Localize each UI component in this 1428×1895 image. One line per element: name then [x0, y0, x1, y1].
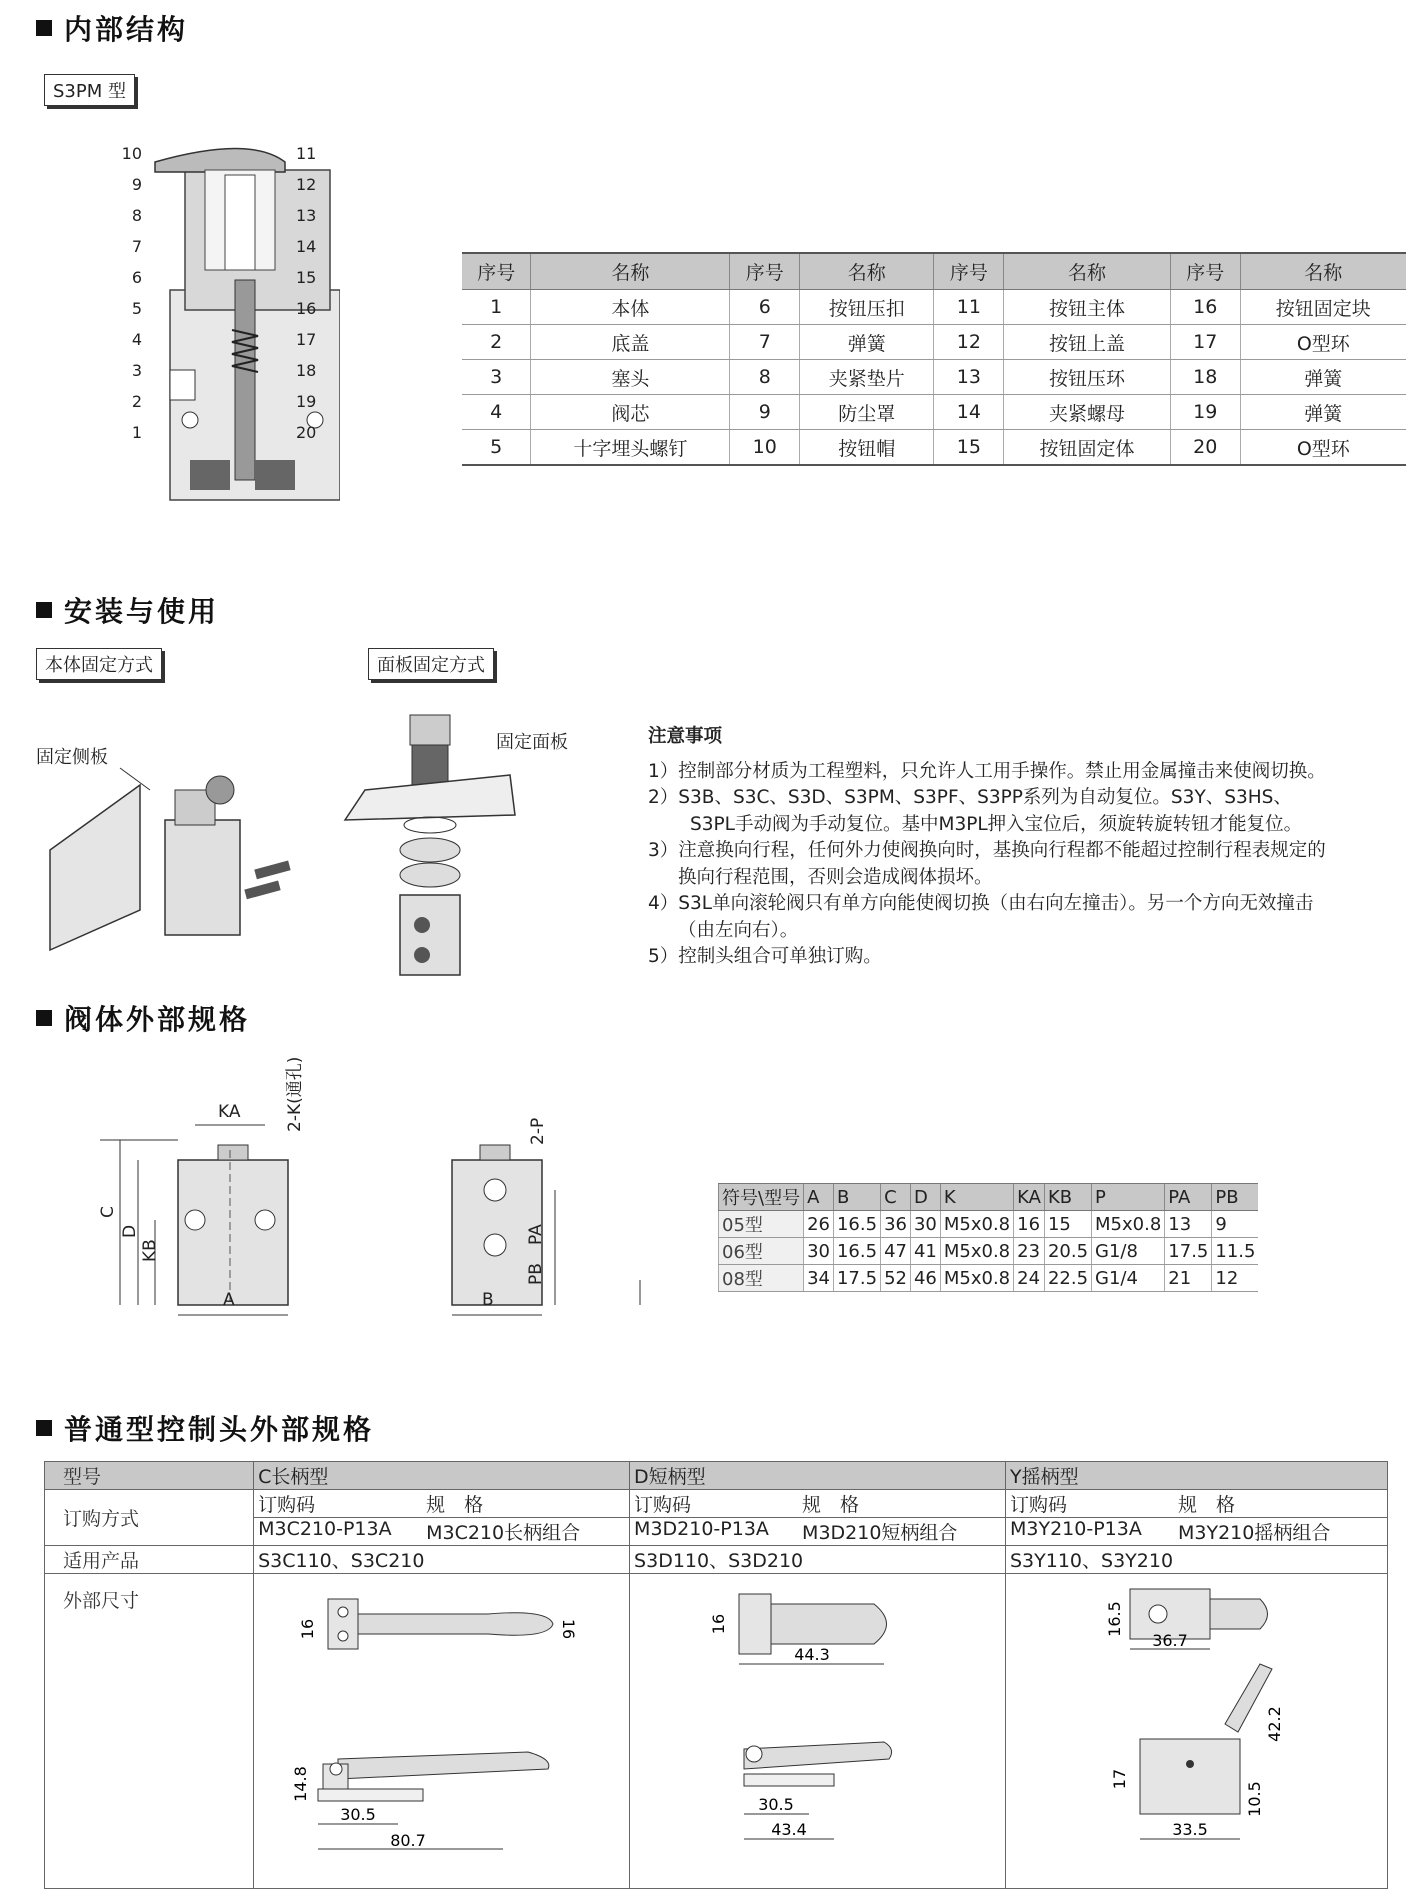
dimensions-table-cell: 47: [881, 1238, 911, 1265]
dimensions-table: [718, 1183, 1258, 1292]
d-dim-bot-w1: 30.5: [758, 1795, 794, 1814]
parts-table-cell: 按钮压扣: [800, 290, 934, 325]
y-type-drawing-cell: [1006, 1574, 1388, 1889]
dim-ka: KA: [218, 1102, 241, 1122]
dimensions-table-cell: 24: [1014, 1265, 1045, 1292]
dim-pb: PB: [526, 1263, 546, 1285]
section-internal-structure-title: 内部结构: [36, 8, 188, 48]
model-tag: S3PM 型: [44, 74, 135, 106]
y-dim-bot-h3: 10.5: [1245, 1781, 1264, 1817]
square-bullet-icon: [36, 1420, 52, 1436]
valve-outline-drawing: [100, 1090, 700, 1330]
dimensions-table-cell: 9: [1212, 1211, 1259, 1238]
parts-table-row: [462, 290, 1406, 325]
y-dim-top-h: 16.5: [1105, 1601, 1124, 1637]
section-valve-spec-title: 阀体外部规格: [36, 998, 250, 1038]
c-dim-top-left: 16: [298, 1618, 318, 1640]
dimensions-table-cell: 23: [1014, 1238, 1045, 1265]
parts-table-cell: 按钮上盖: [1004, 325, 1171, 360]
dimensions-table-cell: 13: [1165, 1211, 1212, 1238]
dimensions-table-cell: 21: [1165, 1265, 1212, 1292]
dimensions-table-cell: 41: [910, 1238, 940, 1265]
parts-table-cell: O型环: [1240, 325, 1406, 360]
dimensions-table-cell: G1/4: [1092, 1265, 1165, 1292]
dim-b: B: [482, 1290, 494, 1310]
dim-a: A: [223, 1290, 235, 1310]
dim-p: 2-P: [528, 1117, 548, 1145]
dimensions-table-cell: 22.5: [1044, 1265, 1091, 1292]
dimensions-table-cell: 16: [1014, 1211, 1045, 1238]
parts-table-cell: 塞头: [531, 360, 730, 395]
body-mount-tag: 本体固定方式: [36, 648, 162, 680]
dimensions-table-cell: 17.5: [833, 1265, 880, 1292]
parts-table-cell: 5: [462, 430, 531, 466]
dimensions-row: 外部尺寸 16 16 14.8 30.5 80.7 16 44.3 30.5 43.4 16.5 36.7 17 42.2 10.5 33.5: [45, 1574, 1388, 1889]
parts-table-cell: 17: [1170, 325, 1240, 360]
dimensions-table-cell: 34: [804, 1265, 834, 1292]
dimensions-table-cell: 30: [804, 1238, 834, 1265]
parts-table-cell: 1: [462, 290, 531, 325]
c-type-drawing: [258, 1574, 618, 1864]
parts-table-row: [462, 360, 1406, 395]
parts-table-cell: 按钮帽: [800, 430, 934, 466]
dimensions-table-cell: 16.5: [833, 1211, 880, 1238]
d-dim-top-w: 44.3: [794, 1645, 830, 1664]
dimensions-table-row: [719, 1238, 1259, 1265]
products-row: 适用产品 S3C110、S3C210 S3D110、S3D210 S3Y110、S3Y210: [45, 1546, 1388, 1574]
parts-table-cell: 弹簧: [1240, 360, 1406, 395]
c-dim-top-right: 16: [559, 1618, 579, 1640]
c-type-drawing-cell: [254, 1574, 630, 1889]
dimensions-table-cell: 52: [881, 1265, 911, 1292]
parts-table-cell: 弹簧: [1240, 395, 1406, 430]
parts-table-cell: 弹簧: [800, 325, 934, 360]
callouts-right: 11 12 13 14 15 16 17 18 19 20: [296, 144, 317, 442]
panel-mount-tag: 面板固定方式: [368, 648, 494, 680]
parts-table-cell: 9: [730, 395, 800, 430]
parts-table-cell: 按钮主体: [1004, 290, 1171, 325]
parts-table-cell: 13: [934, 360, 1004, 395]
dim-kb: KB: [140, 1239, 160, 1262]
parts-table-cell: O型环: [1240, 430, 1406, 466]
y-dim-top-w: 36.7: [1152, 1631, 1188, 1650]
parts-table-header: 序号 名称 序号 名称 序号 名称 序号 名称: [462, 253, 1406, 290]
parts-table-cell: 阀芯: [531, 395, 730, 430]
dimensions-table-cell: 26: [804, 1211, 834, 1238]
parts-table-row: [462, 325, 1406, 360]
y-dim-bot-h: 17: [1110, 1768, 1129, 1790]
dim-pa: PA: [526, 1224, 546, 1245]
parts-table-cell: 10: [730, 430, 800, 466]
panel-mount-drawing: [340, 700, 540, 980]
square-bullet-icon: [36, 1010, 52, 1026]
parts-table-cell: 按钮压环: [1004, 360, 1171, 395]
section-install-title: 安装与使用: [36, 590, 219, 630]
square-bullet-icon: [36, 602, 52, 618]
dim-c: C: [98, 1206, 118, 1218]
dimensions-table-cell: 46: [910, 1265, 940, 1292]
parts-table-row: [462, 395, 1406, 430]
dim-k: 2-K(通孔): [285, 1056, 305, 1132]
y-dim-bot-h2: 42.2: [1265, 1706, 1284, 1742]
dimensions-table-row: [719, 1265, 1259, 1292]
dimensions-table-cell: 05型: [719, 1211, 804, 1238]
parts-table: [462, 252, 1406, 466]
c-dim-bot-w1: 30.5: [340, 1805, 376, 1824]
parts-table-cell: 8: [730, 360, 800, 395]
dimensions-table-cell: M5x0.8: [940, 1211, 1013, 1238]
dimensions-table-cell: 36: [881, 1211, 911, 1238]
parts-table-cell: 本体: [531, 290, 730, 325]
square-bullet-icon: [36, 20, 52, 36]
notes-block: 注意事项 1）控制部分材质为工程塑料，只允许人工用手操作。禁止用金属撞击来使阀切换。 2）S3B、S3C、S3D、S3PM、S3PF、S3PP系列为自动复位。S3Y、S3HS、 S3PL手动阀为手动复位。基中M3PL押入宝位后，须旋转旋转钮才能复位。 3）注意换向行程，任何外力使阀换向时，基换向行程都不能超过控制行程表规定的 换向行程范围，否则会造成阀体损坏。 4）S3L单向滚轮阀只有单方向能使阀切换（由右向左撞击）。另一个方向无效撞击 （由左向右）。 5）控制头组合可单独订购。: [648, 724, 1408, 971]
dimensions-table-cell: 15: [1044, 1211, 1091, 1238]
parts-table-cell: 夹紧螺母: [1004, 395, 1171, 430]
d-dim-top-h: 16: [709, 1613, 729, 1635]
notes-title: 注意事项: [648, 726, 723, 747]
parts-table-cell: 15: [934, 430, 1004, 466]
c-dim-bot-h: 14.8: [291, 1766, 311, 1802]
control-head-header: 型号 C长柄型 D短柄型 Y摇柄型: [45, 1462, 1388, 1490]
control-head-table: [44, 1461, 1388, 1889]
c-dim-bot-w2: 80.7: [390, 1831, 426, 1850]
parts-table-cell: 夹紧垫片: [800, 360, 934, 395]
y-type-drawing: [1010, 1574, 1378, 1864]
parts-table-cell: 6: [730, 290, 800, 325]
dim-d: D: [120, 1224, 140, 1238]
dimensions-table-cell: 12: [1212, 1265, 1259, 1292]
d-dim-bot-w2: 43.4: [771, 1820, 807, 1839]
order-row: 订购方式 订购码 规 格 M3C210-P13A M3C210长柄组合 订购码 规 格 M3D210-P13A M3D210短柄组合 订购码 规 格 M3Y210-P13A M3Y210摇柄组合: [45, 1490, 1388, 1546]
dimensions-table-cell: 11.5: [1212, 1238, 1259, 1265]
parts-table-cell: 16: [1170, 290, 1240, 325]
parts-table-cell: 十字埋头螺钉: [531, 430, 730, 466]
dimensions-table-cell: M5x0.8: [940, 1265, 1013, 1292]
dimensions-table-row: [719, 1211, 1259, 1238]
body-mount-drawing: [40, 760, 320, 960]
parts-table-cell: 防尘罩: [800, 395, 934, 430]
parts-table-cell: 按钮固定块: [1240, 290, 1406, 325]
parts-table-cell: 14: [934, 395, 1004, 430]
callouts-left: 10 9 8 7 6 5 4 3 2 1: [121, 144, 142, 442]
panel-label: 固定面板: [496, 732, 568, 753]
y-dim-bot-w: 33.5: [1172, 1820, 1208, 1839]
dimensions-table-cell: 30: [910, 1211, 940, 1238]
dimensions-table-cell: 17.5: [1165, 1238, 1212, 1265]
parts-table-cell: 12: [934, 325, 1004, 360]
parts-table-cell: 按钮固定体: [1004, 430, 1171, 466]
dimensions-table-cell: 08型: [719, 1265, 804, 1292]
dimensions-table-cell: 20.5: [1044, 1238, 1091, 1265]
dimensions-table-cell: 06型: [719, 1238, 804, 1265]
parts-table-cell: 19: [1170, 395, 1240, 430]
parts-table-cell: 7: [730, 325, 800, 360]
parts-table-row: [462, 430, 1406, 466]
dimensions-table-cell: 16.5: [833, 1238, 880, 1265]
dimensions-table-cell: G1/8: [1092, 1238, 1165, 1265]
d-type-drawing-cell: [630, 1574, 1006, 1889]
section-control-head-title: 普通型控制头外部规格: [36, 1408, 374, 1448]
dimensions-table-cell: M5x0.8: [940, 1238, 1013, 1265]
parts-table-cell: 4: [462, 395, 531, 430]
side-plate-label: 固定侧板: [36, 747, 108, 768]
dimensions-table-cell: M5x0.8: [1092, 1211, 1165, 1238]
parts-table-cell: 11: [934, 290, 1004, 325]
parts-table-cell: 18: [1170, 360, 1240, 395]
parts-table-cell: 20: [1170, 430, 1240, 466]
parts-table-cell: 3: [462, 360, 531, 395]
parts-table-cell: 2: [462, 325, 531, 360]
dimensions-table-header: 符号\型号 A B C D K KA KB P PA PB: [719, 1184, 1259, 1211]
parts-table-cell: 底盖: [531, 325, 730, 360]
d-type-drawing: [634, 1574, 994, 1864]
